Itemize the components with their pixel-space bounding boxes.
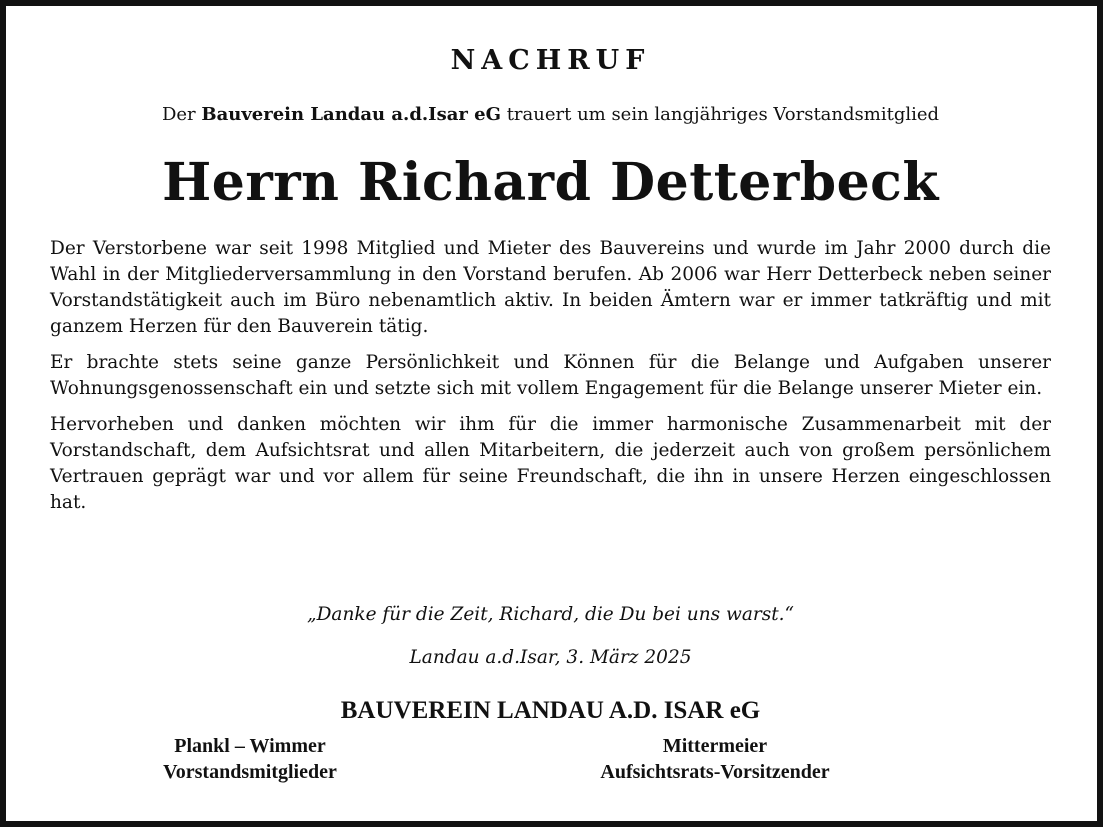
body-paragraph-3: Hervorheben und danken möchten wir ihm für die immer harmonische Zusammenarbeit mit der Vorstandschaft, dem Aufsichtsrat und allen Mitarbeitern, die jederzeit auch von großem persönlichem Vertrauen geprägt war und vor allem für seine Freundschaft, die ihn in unsere Herzen eingeschlossen hat. bbox=[50, 414, 1051, 513]
intro-line bbox=[50, 102, 1051, 128]
signatory-names-left: Plankl – Wimmer bbox=[174, 735, 326, 757]
farewell-quote: „Danke für die Zeit, Richard, die Du bei uns warst.“ bbox=[307, 604, 794, 625]
signatory-role-right: Aufsichtsrats-Vorsitzender bbox=[600, 761, 830, 783]
place-and-date: Landau a.d.Isar, 3. März 2025 bbox=[409, 647, 692, 668]
intro-organization: Bauverein Landau a.d.Isar eG bbox=[201, 104, 501, 125]
body-paragraph-1: Der Verstorbene war seit 1998 Mitglied und Mieter des Bauvereins und wurde im Jahr 2000 durch die Wahl in der Mitgliederversammlung in den Vorstand berufen. Ab 2006 war Herr Detterbeck neben seiner Vorstandstätigkeit auch im Büro nebenamtlich aktiv. In beiden Ämtern war er immer tatkräftig und mit ganzem Herzen für den Bauverein tätig. bbox=[50, 238, 1051, 337]
deceased-name: Herrn Richard Detterbeck bbox=[162, 152, 939, 213]
obituary-heading: NACHRUF bbox=[450, 45, 651, 76]
intro-prefix: Der bbox=[161, 104, 202, 125]
body-paragraph-2: Er brachte stets seine ganze Persönlichkeit und Können für die Belange und Aufgaben unserer Wohnungsgenossenschaft ein und setzte sich mit vollem Engagement für die Belange unserer Mieter ein. bbox=[50, 352, 1051, 399]
intro-suffix: trauert um sein langjähriges Vorstandsmitglied bbox=[500, 104, 940, 125]
signatory-names-right: Mittermeier bbox=[662, 735, 768, 757]
obituary-body bbox=[50, 236, 1051, 526]
signature-block-left bbox=[110, 733, 390, 785]
signature-block-right bbox=[555, 733, 875, 785]
signatory-role-left: Vorstandsmitglieder bbox=[163, 761, 337, 783]
organization-signature: BAUVEREIN LANDAU A.D. ISAR eG bbox=[340, 697, 761, 724]
